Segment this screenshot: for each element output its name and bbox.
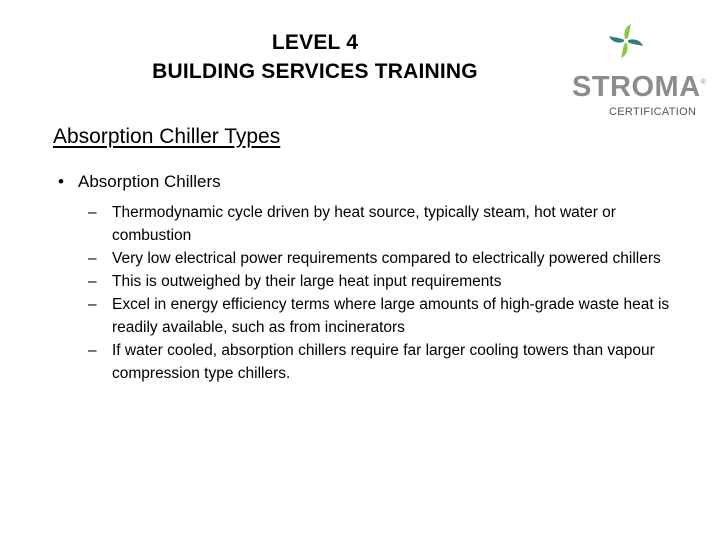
stroma-logo <box>568 20 707 118</box>
sub-bullet-text: If water cooled, absorption chillers require far larger cooling towers than vapour compression type chillers. <box>112 342 655 382</box>
sub-bullet-text: Thermodynamic cycle driven by heat source, typically steam, hot water or combustion <box>112 204 616 244</box>
stroma-pinwheel-icon <box>568 20 690 70</box>
sub-bullet-item <box>88 270 693 293</box>
dash-marker: – <box>88 250 97 267</box>
bullet-text: Absorption Chillers <box>78 172 221 191</box>
sub-bullet-text: Excel in energy efficiency terms where large amounts of high-grade waste heat is readily available, such as from incinerators <box>112 296 670 336</box>
slide-title: Absorption Chiller Types <box>53 125 281 148</box>
sub-bullet-item <box>88 201 693 247</box>
dash-marker: – <box>88 204 97 221</box>
dash-marker: – <box>88 273 97 290</box>
sub-bullet-item <box>88 339 693 385</box>
sub-bullet-item <box>88 293 693 339</box>
sub-bullet-text: Very low electrical power requirements compared to electrically powered chillers <box>112 250 661 267</box>
header-line-1: LEVEL 4 <box>271 31 359 54</box>
sub-bullet-item <box>88 247 693 270</box>
header-line-2: BUILDING SERVICES TRAINING <box>152 60 478 83</box>
sub-bullet-text: This is outweighed by their large heat input requirements <box>112 273 502 290</box>
bullet-item <box>58 172 221 192</box>
sub-bullet-list <box>88 201 693 385</box>
header-title <box>60 28 570 86</box>
dash-marker: – <box>88 342 97 359</box>
logo-subtitle: CERTIFICATION <box>609 106 697 118</box>
logo-wordmark: STROMA® <box>572 71 707 103</box>
bullet-marker: • <box>58 172 64 191</box>
logo-registered-mark: ® <box>700 79 707 86</box>
dash-marker: – <box>88 296 97 313</box>
